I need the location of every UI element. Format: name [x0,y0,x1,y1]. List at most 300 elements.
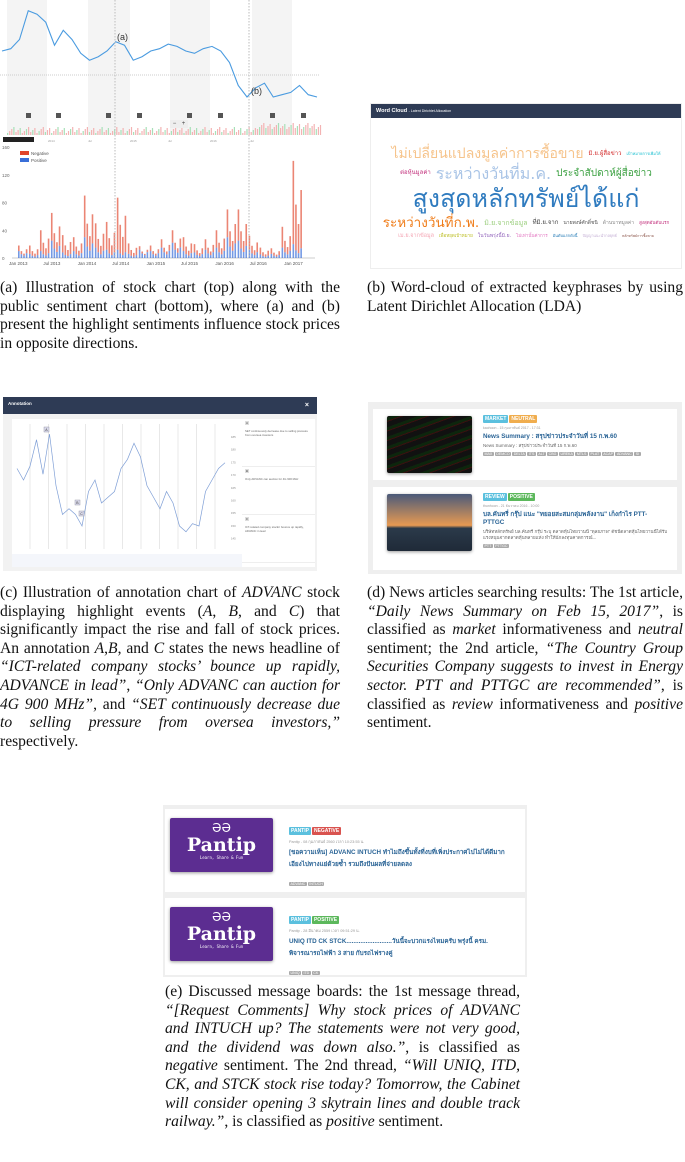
positive-bar [95,248,97,258]
negative-bar [86,224,88,247]
y-tick-label: 160 [2,145,10,150]
stock-axis-label: 2014 [48,139,55,143]
volume-bar [291,125,292,135]
volume-bar [118,132,119,135]
volume-bar [179,130,180,135]
volume-bar [137,128,138,135]
flag-marker [270,113,275,118]
caption-b [367,279,683,316]
legend-positive: Positive [20,158,49,165]
positive-bar [34,257,36,258]
positive-bar [218,252,220,258]
volume-bar [18,130,19,135]
volume-bar [106,130,107,135]
volume-bar [62,130,63,135]
caption-segment: positive [326,1113,375,1131]
positive-bar [216,248,218,258]
volume-bar [221,132,222,135]
caption-segment: B [228,602,239,620]
negative-bar [73,237,75,251]
volume-bar [102,127,103,135]
volume-bar [95,133,96,135]
volume-bar [165,130,166,135]
caption-segment: B [108,639,118,657]
volume-bar [207,132,208,135]
positive-bar [103,251,105,258]
word-cloud-term: ประจำสัปดาห์ผู้สื่อข่าว [556,168,652,179]
positive-bar [119,253,121,258]
volume-bar [81,133,82,135]
volume-bar [181,128,182,135]
negative-bar [70,242,72,254]
stock-tag[interactable]: CK [313,971,319,975]
positive-bar [62,252,64,258]
caption-segment: , is classified as [367,676,683,713]
caption-segment: ) that significantly impact the rise and fall of stock prices. An annotation [0,602,340,657]
positive-bar [205,250,207,258]
caption-segment: “The Country Group Securities Company suggests to invest in Energy sector. PTT and PTTGC are recommended” [367,639,683,694]
volume-bar [116,127,117,135]
negative-bar [37,249,39,255]
volume-bar [192,132,193,135]
x-tick-label: Jan 2015 [146,261,166,266]
flag-marker [56,113,61,118]
positive-bar [254,255,256,258]
volume-bar [146,127,147,135]
volume-bar [169,133,170,135]
flag-marker [301,113,306,118]
negative-bar [183,237,185,251]
category-badge: NEUTRAL [511,416,536,422]
volume-bar [68,131,69,135]
stock-tag[interactable]: PTT [484,544,492,548]
volume-bar [91,130,92,135]
volume-bar [297,126,298,135]
positive-bar [223,251,225,258]
caption-segment: neutral [637,621,683,639]
stock-tag-row [289,961,509,979]
volume-bar [26,129,27,135]
volume-bar [272,129,273,135]
category-badge: NEGATIVE [313,828,340,834]
stock-tag-row [289,872,509,890]
negative-bar [136,248,138,255]
positive-bar [43,254,45,258]
stock-axis-label: Jul [88,139,92,143]
positive-bar [40,251,42,258]
volume-bar [236,132,237,135]
volume-bar [232,129,233,135]
stock-tag[interactable]: UREKA [560,452,573,456]
volume-bar [303,127,304,135]
volume-bar [209,130,210,135]
flag-marker [106,113,111,118]
volume-bar [9,131,10,135]
zoom-controls [170,120,188,128]
caption-segment: (a) Illustration of stock chart (top) along with the public sentiment chart (bottom), where (a) and (b) present the highlight sentiments influence stock prices in opposite directions. [0,279,340,352]
thread-title[interactable]: UNIQ ITD CK STCK..........................วันนี้จะบวกแรงไหมครับ พรุ่งนี้ ครม. พิจารณารถไฟฟ้า 3 สาย กับรถไฟรางคู่ [289,938,488,957]
negative-bar [76,247,78,255]
negative-bar [191,243,193,253]
negative-bar [287,247,289,254]
positive-bar [199,256,201,258]
event-list [242,419,315,567]
zoom-out-button[interactable]: − [172,121,177,127]
volume-bar [225,128,226,135]
positive-bar [78,256,80,258]
stock-tag[interactable]: SI [635,452,640,456]
stock-tag[interactable]: ADVANC [290,882,306,886]
stock-tag[interactable]: DEMCO [496,452,510,456]
volume-bar [202,129,203,135]
volume-bar [139,133,140,135]
stock-tag[interactable]: PTTGC [495,544,508,548]
volume-bar [186,131,187,135]
zoom-in-button[interactable]: + [181,121,186,127]
x-tick-label: Jul 2013 [43,261,61,266]
word-cloud-term: ปัญญาแนะนำกลยุทธ์ [582,233,617,239]
range-navigator[interactable] [12,554,242,567]
word-cloud-term: ระหว่างวันที่ก.พ. [382,214,480,231]
volume-bar [66,133,67,135]
annotation-header [3,397,317,414]
stock-tag[interactable]: INTUCH [309,882,323,886]
negative-bar [67,250,69,256]
word-cloud-subtitle: - Latent Dirichlet Allocation [408,109,452,113]
word-cloud [371,118,681,268]
volume-bar [70,129,71,135]
word-cloud-term: ระหว่างวันที่ม.ค. [435,163,552,183]
negative-bar [245,224,247,246]
event-marker: B [246,469,249,473]
news-article-card[interactable] [373,409,677,480]
legend-negative: Negative [20,151,49,158]
positive-bar [59,246,61,258]
positive-bar [232,251,234,258]
negative-bar [34,254,36,257]
positive-bar [130,256,132,258]
event-marker-label: C [80,512,83,516]
volume-bar [316,129,317,135]
stock-tag[interactable]: DELTA [513,452,525,456]
negative-bar [54,233,56,248]
negative-bar [243,241,245,252]
event-item[interactable] [242,419,315,467]
figure-e [163,805,527,977]
volume-bar [278,123,279,135]
negative-bar [207,248,209,254]
negative-bar [210,251,212,255]
stock-tag[interactable]: ACAP [603,452,613,456]
volume-bar [125,133,126,135]
negative-bar [262,252,264,256]
positive-bar [177,253,179,258]
negative-bar [260,248,262,255]
negative-bar [276,255,278,257]
annotation-a: (a) [117,32,128,42]
stock-tag[interactable]: ITS [528,452,535,456]
volume-bar [238,130,239,135]
caption-segment: positive [634,695,683,713]
thread-meta: Pantip - 28 มีนาคม 2559 เวลา 09:51:29 น. [289,929,360,933]
volume-bar [228,133,229,135]
positive-bar [108,253,110,258]
positive-bar [227,237,229,258]
volume-bar [131,127,132,135]
positive-bar [284,252,286,258]
positive-bar [26,253,28,258]
positive-bar [267,256,269,258]
stock-tag[interactable]: PLAT [590,452,600,456]
positive-bar [172,243,174,258]
negative-bar [158,249,160,253]
caption-a [0,279,340,353]
logo-title: Pantip [186,834,257,856]
close-icon[interactable]: × [304,402,309,409]
annotation-title: Annotation [8,401,32,406]
positive-bar [243,252,245,258]
volume-bar [135,130,136,135]
logo-tagline: Learn, Share & Fun [199,855,244,860]
positive-bar [18,251,20,258]
stock-tag[interactable]: ITD [303,971,310,975]
negative-bar [29,246,31,254]
stock-tag[interactable]: CBG [548,452,557,456]
word-cloud-term: สูงสุดหลักทรัพย์ได้แก่ [412,183,640,213]
caption-segment: , [212,602,229,620]
positive-bar [73,251,75,258]
negative-bar [196,250,198,255]
caption-segment: informativeness and [495,621,638,639]
negative-bar [43,243,45,254]
positive-bar [207,253,209,258]
positive-bar [84,237,86,258]
negative-bar [265,254,267,256]
volume-bar [39,131,40,135]
positive-bar [152,254,154,258]
word-cloud-term: ในวันพรุ่งนี้มิ.ย. [477,232,512,239]
positive-bar [194,252,196,258]
caption-segment: “Daily News Summary on Feb 15, 2017” [367,602,660,620]
volume-bar [93,128,94,135]
positive-bar [265,257,267,258]
article-title[interactable]: บล.คันทรี่ กรุ๊ป แนะ "ทยอยสะสมกลุ่มพลังงาน" เก็งกำไร PTT-PTTGC [483,511,648,526]
y-tick-label: 170 [231,473,236,478]
event-item[interactable] [242,467,315,515]
tag-row [289,819,509,837]
caption-segment: C [153,639,165,657]
message-thread-card[interactable] [165,898,525,975]
volume-bar [318,127,319,135]
stock-tag[interactable]: MTLS [576,452,587,456]
caption-segment: , is classified as [405,1038,520,1056]
positive-bar [45,256,47,258]
negative-bar [229,231,231,246]
positive-bar [256,252,258,258]
stock-axis-label: 2015 [130,139,137,143]
article-title[interactable]: News Summary : สรุปข่าวประจำวันที่ 15 ก.พ.60 [483,433,618,440]
negative-bar [81,243,83,253]
news-article-card[interactable] [373,487,677,570]
caption-segment: A [94,639,105,657]
negative-bar [40,230,42,251]
positive-bar [37,255,39,258]
caption-segment: negative [165,1057,218,1075]
volume-bar [89,132,90,135]
volume-bar [215,131,216,135]
caption-segment: states the news headline of [164,639,340,657]
caption-segment: ADVANC [242,584,302,601]
positive-bar [111,255,113,258]
article-body [483,493,668,548]
event-item[interactable] [242,515,315,563]
volume-bar [72,127,73,135]
positive-bar [136,255,138,258]
negative-bar [122,237,124,255]
negative-bar [144,254,146,255]
word-cloud-term: เม.ย.จากข้อมูล [398,233,435,240]
thread-body [289,908,509,979]
negative-bar [56,242,58,252]
volume-bar [265,128,266,135]
positive-bar [180,247,182,258]
word-cloud-term: สูงสุดอันดับแรก [639,220,670,226]
event-marker: A [246,421,249,425]
positive-bar [56,252,58,258]
category-badge: REVIEW [485,494,505,500]
event-marker-label: B [76,501,79,505]
volume-bar [108,128,109,135]
volume-bar [78,128,79,135]
caption-segment: respectively. [0,732,79,750]
logo-title: Pantip [186,923,257,945]
negative-bar [155,254,157,256]
negative-bar [48,239,50,254]
volume-bar [57,127,58,135]
caption-segment: C [288,602,300,620]
negative-bar [194,244,196,252]
volume-bar [156,131,157,135]
word-cloud-term: มิ.ย.จากข้อมูล [484,219,528,228]
message-thread-card[interactable] [165,809,525,892]
volume-bar [188,129,189,135]
positive-bar [81,253,83,258]
positive-bar [89,251,91,258]
negative-bar [199,253,201,256]
positive-bar [155,256,157,258]
negative-bar [103,234,105,251]
volume-bar [190,127,191,135]
volume-bar [314,124,315,135]
negative-bar [92,214,94,243]
volume-bar [129,129,130,135]
figure-c [3,397,317,571]
negative-bar [180,239,182,248]
volume-bar [154,133,155,135]
positive-bar [185,254,187,258]
negative-bar [147,250,149,252]
negative-bar [169,245,171,251]
volume-bar [276,125,277,135]
caption-segment: market [452,621,496,639]
flag-marker [187,113,192,118]
event-marker: C [246,517,249,521]
caption-segment: “Will UNIQ, ITD, CK, and STCK stock rise today? Tomorrow, the Cabinet will consider opening 3 skytrain lines and double track railway.” [165,1057,521,1131]
caption-segment: , [126,676,136,694]
negative-bar [97,239,99,252]
positive-bar [32,256,34,258]
positive-bar [191,253,193,258]
volume-bar [60,132,61,135]
volume-bar [305,125,306,135]
annotation-b: (b) [251,86,262,96]
volume-bar [270,124,271,135]
negative-bar [174,243,176,250]
positive-bar [278,255,280,258]
positive-bar [271,254,273,258]
pantip-logo [170,818,273,872]
article-body [483,415,668,456]
negative-bar [289,236,291,251]
positive-bar [48,253,50,258]
navigator-handle[interactable] [3,137,34,142]
positive-bar [86,247,88,258]
positive-bar [125,252,127,258]
tag-row [289,908,509,926]
volume-bar [263,123,264,135]
volume-bar [34,128,35,135]
thread-title[interactable]: [ขอความเห็น] ADVANC INTUCH ทำไมถึงขึ้นทั้งที่งบที่เพิ่งประกาศไปไม่ได้ดีมาก เอียงไปทางแย่ด้วยซ้ำ รวมถึงปันผลที่จ่ายลดลง [289,849,505,868]
stock-tag[interactable]: MAX [484,452,493,456]
negative-bar [172,230,174,242]
article-thumbnail [387,494,472,551]
positive-bar [70,254,72,258]
flag-marker [26,113,31,118]
volume-bar [194,130,195,135]
negative-bar [128,243,130,253]
caption-segment: (c) Illustration of annotation chart of [0,584,243,601]
word-cloud-term: เป้าหมายการเพิ่มให้ [626,151,661,157]
article-thumbnail [387,416,472,473]
positive-bar [240,248,242,258]
volume-bar [64,128,65,135]
caption-segment: , and [238,602,289,620]
stock-tag[interactable]: UNIQ [290,971,300,975]
positive-bar [276,257,278,258]
volume-bar [162,132,163,135]
caption-segment: A [202,602,213,620]
volume-bar [123,128,124,135]
volume-bar [284,124,285,135]
negative-bar [202,248,204,254]
volume-bar [104,132,105,135]
caption-segment: stock displaying highlight events ( [0,584,340,620]
volume-bar [97,131,98,135]
caption-c [0,584,340,751]
negative-bar [251,246,253,254]
volume-bar [219,127,220,135]
volume-bar [76,130,77,135]
negative-bar [119,225,121,254]
event-text: Only ADVANC can auction for 4G 900 MHz [245,477,299,481]
caption-segment: sentiment; the 2nd article, [367,639,546,657]
stock-tag[interactable]: ALT [538,452,545,456]
volume-bar [200,131,201,135]
y-tick-label: 165 [231,485,236,490]
stock-tag[interactable]: ADVANC [616,452,632,456]
positive-bar [169,251,171,258]
volume-bar [223,130,224,135]
